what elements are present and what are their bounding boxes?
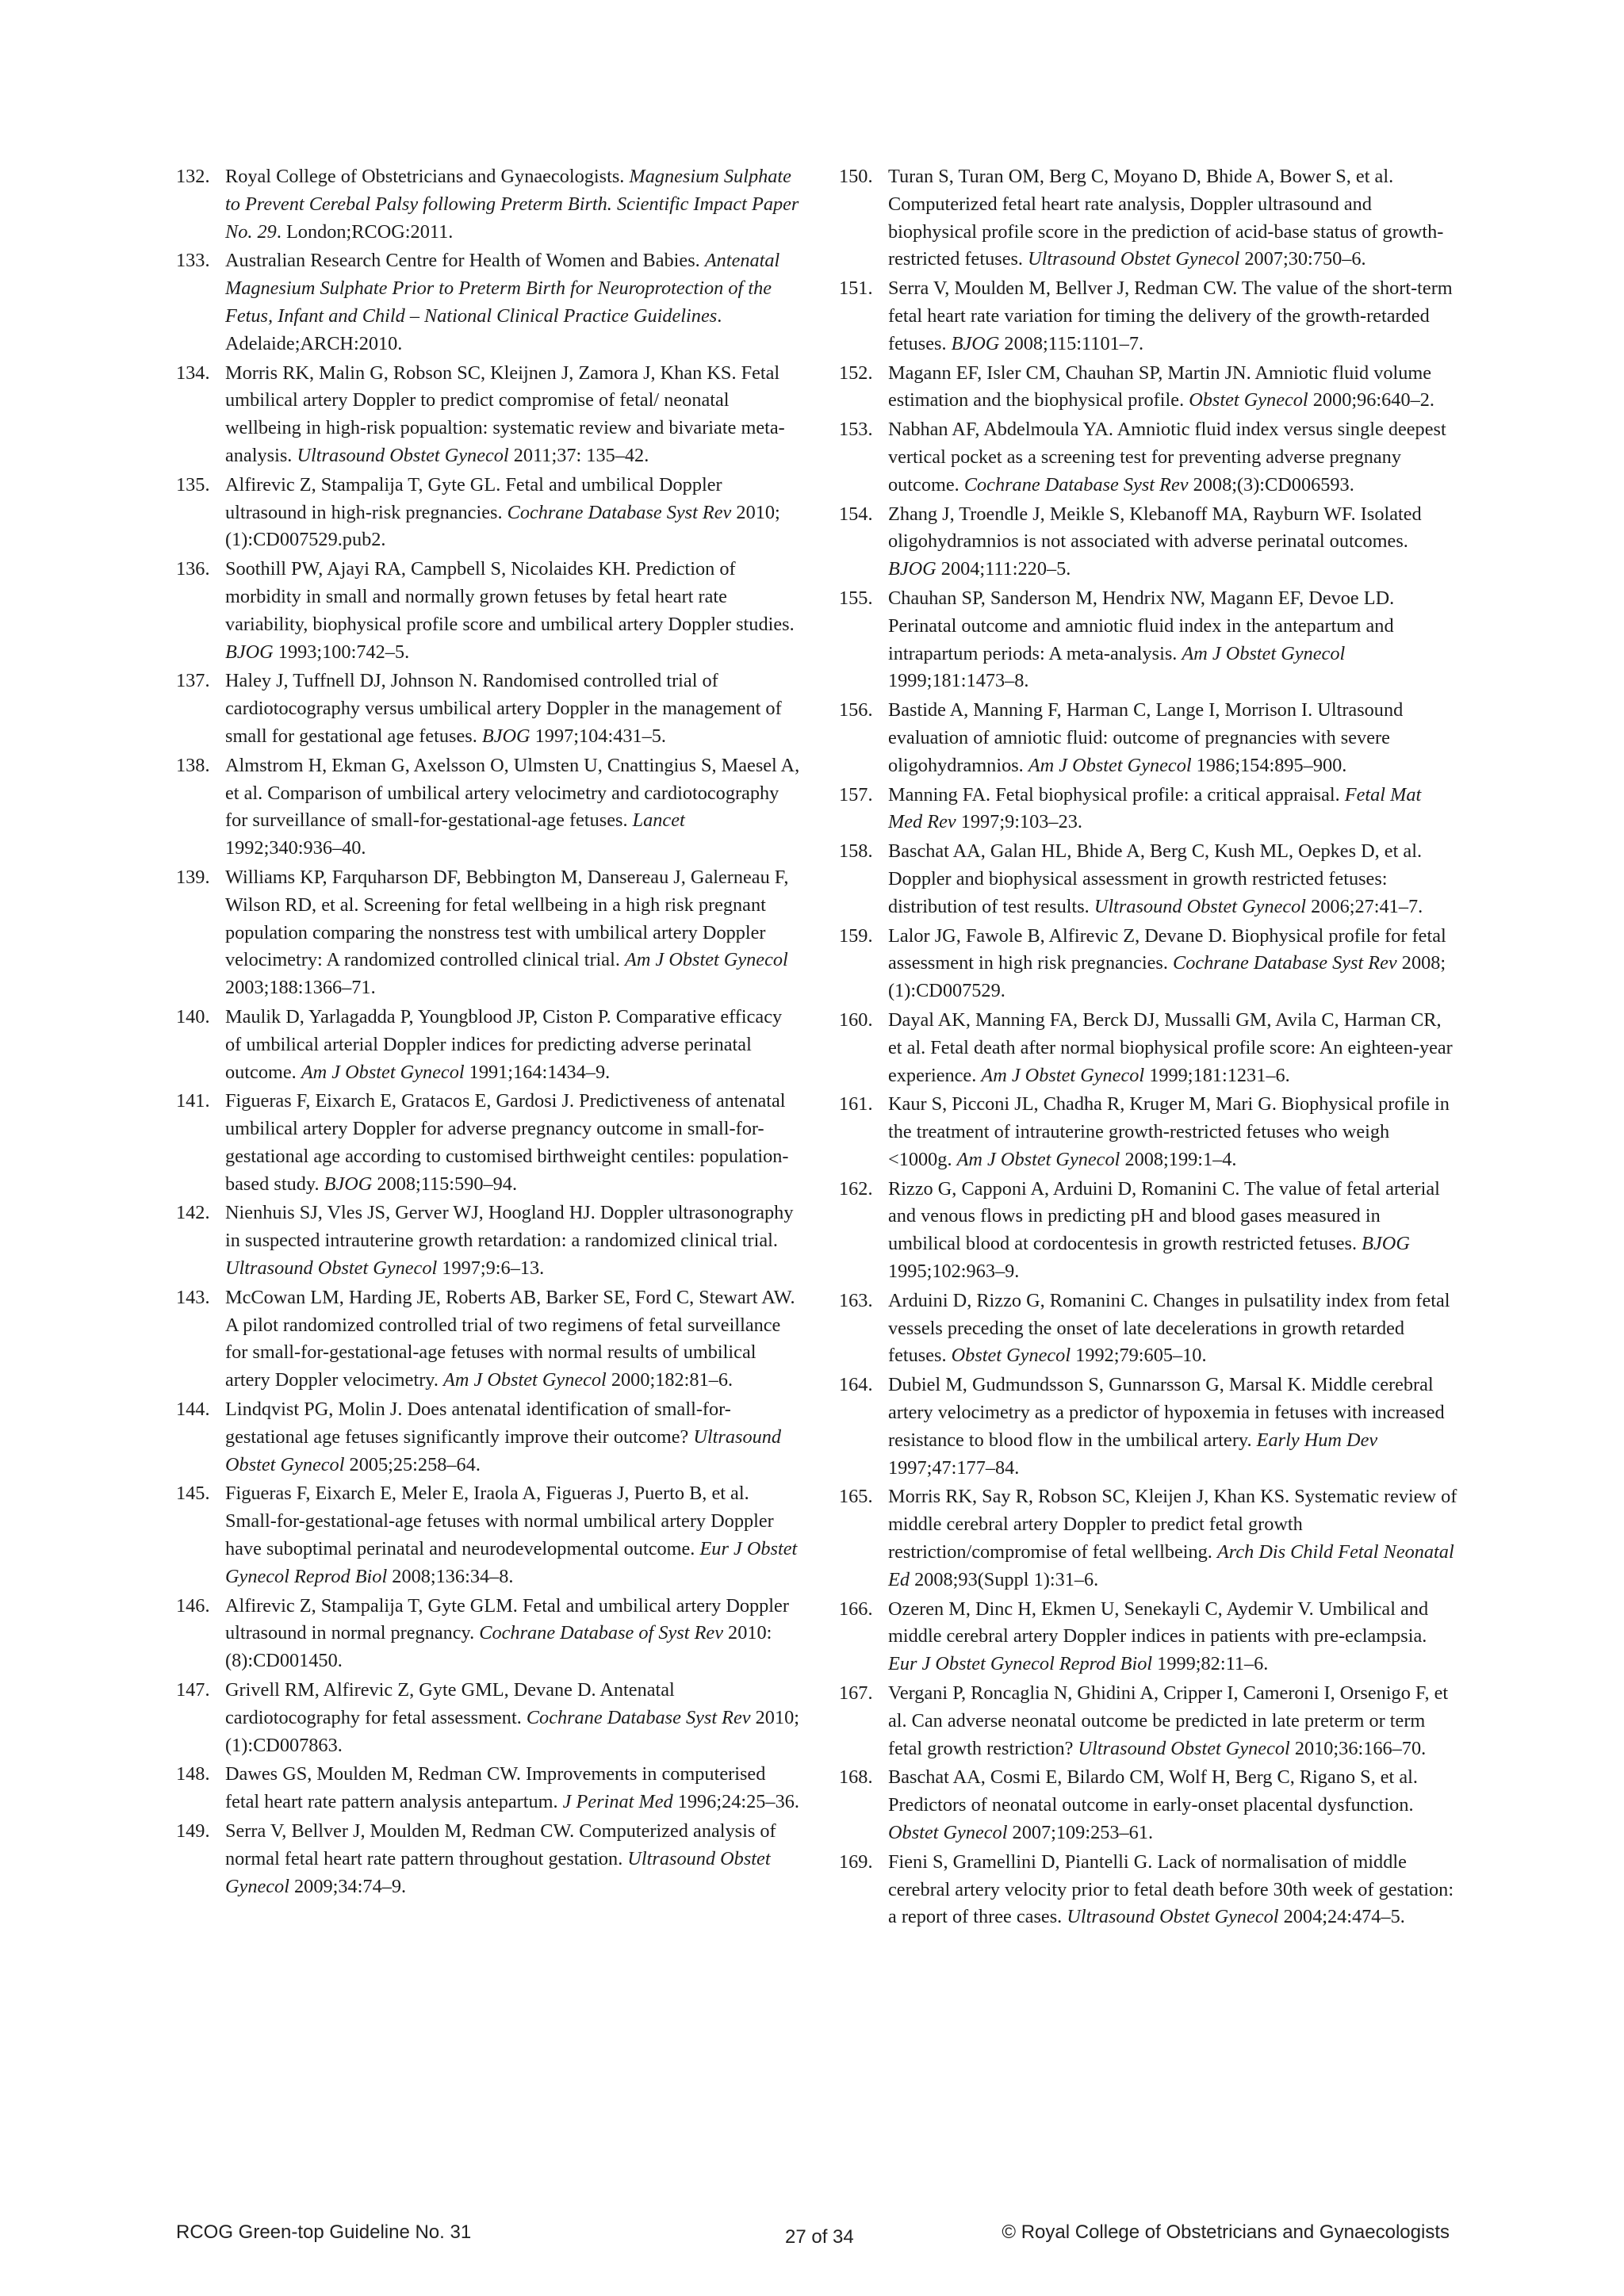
reference-segment: Lalor JG, Fawole B, Alfirevic Z, Devane D. Biophysical profile for fetal assessment in high risk pregnancies. — [888, 924, 1446, 974]
reference-text — [225, 360, 802, 470]
reference-item — [176, 1761, 802, 1816]
reference-item — [839, 923, 1457, 1005]
reference-segment: 2010:(8):CD001450. — [225, 1622, 772, 1672]
reference-text — [888, 1091, 1457, 1173]
reference-text — [888, 275, 1457, 358]
reference-item — [839, 1849, 1457, 1931]
reference-number: 148. — [176, 1763, 210, 1785]
reference-item — [176, 163, 802, 246]
reference-segment: 1995;102:963–9. — [888, 1261, 1020, 1283]
reference-text — [225, 1284, 802, 1395]
reference-segment: Chauhan SP, Sanderson M, Hendrix NW, Magann EF, Devoe LD. Perinatal outcome and amniotic fluid index in the antepartum and intrapartum periods: A meta-analysis. — [888, 587, 1395, 664]
reference-journal: Am J Obstet Gynecol — [443, 1369, 607, 1391]
reference-item — [176, 1677, 802, 1759]
reference-segment: Australian Research Centre for Health of Women and Babies. — [225, 250, 705, 272]
reference-segment: 1997;104:431–5. — [530, 725, 667, 747]
reference-segment: Serra V, Bellver J, Moulden M, Redman CW. Computerized analysis of normal fetal heart rate pattern throughout gestation. — [225, 1820, 776, 1869]
reference-number: 164. — [839, 1374, 873, 1396]
reference-text — [225, 864, 802, 1002]
reference-item — [839, 416, 1457, 499]
reference-item — [176, 247, 802, 358]
reference-item — [839, 360, 1457, 415]
reference-segment: 2011;37: 135–42. — [508, 444, 649, 466]
reference-segment: 2010;(1):CD007529.pub2. — [225, 501, 780, 551]
reference-text — [225, 1480, 802, 1590]
reference-segment: 2008;115:590–94. — [372, 1173, 518, 1195]
reference-number: 141. — [176, 1090, 210, 1112]
reference-text — [225, 556, 802, 666]
references-left-column — [176, 163, 802, 1902]
reference-text — [888, 416, 1457, 499]
reference-segment: 2000;182:81–6. — [606, 1369, 733, 1391]
reference-number: 155. — [839, 587, 873, 609]
reference-number: 139. — [176, 866, 210, 888]
reference-text — [225, 247, 802, 358]
reference-journal: BJOG — [481, 725, 530, 747]
reference-text — [225, 1396, 802, 1479]
reference-segment: 2010;36:166–70. — [1289, 1737, 1427, 1759]
reference-text — [888, 1007, 1457, 1089]
reference-text — [888, 1483, 1457, 1594]
reference-item — [176, 1088, 802, 1198]
reference-segment: 1999;82:11–6. — [1152, 1653, 1269, 1675]
reference-segment: Alfirevic Z, Stampalija T, Gyte GL. Fetal and umbilical Doppler ultrasound in high-risk pregnancies. — [225, 473, 722, 523]
reference-segment: 1986;154:895–900. — [1191, 754, 1347, 776]
reference-item — [839, 1091, 1457, 1173]
reference-item — [839, 163, 1457, 274]
reference-item — [839, 1764, 1457, 1846]
reference-journal: Ultrasound Obstet Gynecol — [225, 1425, 782, 1475]
reference-segment: 1992;79:605–10. — [1071, 1345, 1207, 1367]
reference-segment: Soothill PW, Ajayi RA, Campbell S, Nicolaides KH. Prediction of morbidity in small and normally grown fetuses by fetal heart rate variability, biophysical profile score and umbilical artery Doppler studies. — [225, 558, 795, 635]
reference-segment: 2008;136:34–8. — [387, 1565, 514, 1587]
reference-number: 161. — [839, 1093, 873, 1115]
reference-segment: 2007;109:253–61. — [1007, 1822, 1154, 1844]
reference-segment: 2005;25:258–64. — [344, 1453, 481, 1475]
reference-journal: J Perinat Med — [562, 1791, 673, 1813]
reference-journal: Cochrane Database Syst Rev — [1172, 952, 1397, 974]
reference-number: 154. — [839, 503, 873, 525]
reference-item — [839, 1288, 1457, 1370]
reference-segment: Morris RK, Say R, Robson SC, Kleijen J, Khan KS. Systematic review of middle cerebral artery Doppler to predict fetal growth restriction/compromise of fetal wellbeing. — [888, 1486, 1457, 1563]
reference-number: 153. — [839, 419, 873, 441]
reference-item — [839, 697, 1457, 779]
reference-text — [225, 1004, 802, 1086]
reference-item — [176, 1593, 802, 1675]
reference-segment: 2003;188:1366–71. — [225, 977, 376, 999]
reference-item — [176, 472, 802, 554]
reference-journal: Ultrasound Obstet Gynecol — [297, 444, 509, 466]
reference-number: 168. — [839, 1766, 873, 1789]
reference-segment: Royal College of Obstetricians and Gynaecologists. — [225, 166, 630, 187]
reference-text — [888, 838, 1457, 920]
reference-item — [176, 752, 802, 863]
reference-number: 163. — [839, 1289, 873, 1311]
reference-journal: Am J Obstet Gynecol — [981, 1064, 1145, 1086]
reference-number: 159. — [839, 924, 873, 947]
reference-text — [888, 1288, 1457, 1370]
reference-number: 160. — [839, 1008, 873, 1031]
reference-number: 152. — [839, 362, 873, 384]
reference-segment: 2004;111:220–5. — [936, 558, 1071, 580]
reference-journal: Eur J Obstet Gynecol Reprod Biol — [225, 1538, 798, 1587]
reference-segment: McCowan LM, Harding JE, Roberts AB, Barker SE, Ford C, Stewart AW. A pilot randomized controlled trial of two regimens of fetal surveillance for small-for-gestational-age fetuses with normal results of umbilical artery Doppler velocimetry. — [225, 1286, 795, 1391]
footer-guideline-title: RCOG Green-top Guideline No. 31 — [176, 2221, 472, 2243]
footer-page-number: 27 of 34 — [785, 2226, 854, 2248]
reference-journal: Obstet Gynecol — [888, 1822, 1008, 1844]
reference-journal: BJOG — [1362, 1233, 1410, 1255]
reference-number: 157. — [839, 783, 873, 806]
reference-text — [888, 1680, 1457, 1762]
reference-segment: Rizzo G, Capponi A, Arduini D, Romanini C. The value of fetal arterial and venous flows in predicting pH and blood gases measured in umbilical blood at cordocentesis in growth restricted fetuses. — [888, 1177, 1440, 1255]
reference-number: 166. — [839, 1598, 873, 1620]
reference-journal: Obstet Gynecol — [1189, 389, 1308, 411]
reference-journal: Am J Obstet Gynecol — [956, 1148, 1120, 1170]
reference-text — [888, 923, 1457, 1005]
reference-segment: Nabhan AF, Abdelmoula YA. Amniotic fluid index versus single deepest vertical pocket as a screening test for preventing adverse pregnany outcome. — [888, 419, 1446, 496]
reference-segment: . Adelaide;ARCH:2010. — [225, 304, 722, 354]
reference-segment: Morris RK, Malin G, Robson SC, Kleijnen J, Zamora J, Khan KS. Fetal umbilical artery Doppler to predict compromise of fetal/ neonatal wellbeing in high-risk popualtion: systematic review and bivariate meta-analysis. — [225, 362, 785, 466]
page-footer — [0, 2221, 1624, 2253]
reference-segment: 1991;164:1434–9. — [464, 1061, 611, 1083]
reference-segment: Serra V, Moulden M, Bellver J, Redman CW. The value of the short-term fetal heart rate variation for timing the delivery of the growth-retarded fetuses. — [888, 277, 1453, 354]
reference-number: 138. — [176, 754, 210, 776]
reference-journal: Arch Dis Child Fetal Neonatal Ed — [888, 1541, 1454, 1590]
reference-segment: Dubiel M, Gudmundsson S, Gunnarsson G, Marsal K. Middle cerebral artery velocimetry as a predictor of hypoxemia in fetuses with increased resistance to blood flow in the umbilical artery. — [888, 1374, 1445, 1451]
reference-journal: Am J Obstet Gynecol — [1028, 754, 1192, 776]
reference-journal: Lancet — [632, 809, 685, 832]
reference-item — [839, 1176, 1457, 1286]
reference-segment: 2008;(3):CD006593. — [1188, 473, 1354, 496]
reference-journal: Cochrane Database Syst Rev — [526, 1706, 751, 1728]
reference-item — [839, 585, 1457, 695]
reference-number: 135. — [176, 473, 210, 496]
reference-journal: Early Hum Dev — [1256, 1429, 1378, 1451]
reference-journal: BJOG — [888, 558, 936, 580]
reference-segment: Bastide A, Manning F, Harman C, Lange I, Morrison I. Ultrasound evaluation of amniotic fluid: outcome of pregnancies with severe oligohydramnios. — [888, 699, 1404, 776]
reference-text — [225, 1677, 802, 1759]
reference-journal: Am J Obstet Gynecol — [1182, 642, 1346, 664]
reference-item — [839, 1680, 1457, 1762]
reference-journal: Ultrasound Obstet Gynecol — [1094, 895, 1307, 917]
reference-segment: Magann EF, Isler CM, Chauhan SP, Martin JN. Amniotic fluid volume estimation and the biophysical profile. — [888, 362, 1432, 411]
reference-text — [888, 585, 1457, 695]
reference-segment: . London;RCOG:2011. — [276, 220, 454, 243]
reference-text — [225, 1593, 802, 1675]
reference-segment: 2008;93(Suppl 1):31–6. — [910, 1568, 1099, 1590]
references-right-column — [839, 163, 1457, 1933]
reference-item — [176, 1480, 802, 1590]
reference-number: 137. — [176, 670, 210, 692]
reference-segment: Lindqvist PG, Molin J. Does antenatal identification of small-for-gestational age fetuses significantly improve their outcome? — [225, 1399, 731, 1448]
reference-number: 134. — [176, 362, 210, 384]
reference-item — [839, 1007, 1457, 1089]
reference-journal: Ultrasound Obstet Gynecol — [1028, 248, 1240, 270]
reference-segment: Manning FA. Fetal biophysical profile: a critical appraisal. — [888, 783, 1345, 806]
reference-number: 151. — [839, 277, 873, 300]
reference-text — [888, 1176, 1457, 1286]
reference-segment: Kaur S, Picconi JL, Chadha R, Kruger M, Mari G. Biophysical profile in the treatment of intrauterine growth-restricted fetuses who weigh <1000g. — [888, 1093, 1450, 1170]
reference-text — [888, 697, 1457, 779]
reference-segment: 2006;27:41–7. — [1306, 895, 1423, 917]
reference-segment: Nienhuis SJ, Vles JS, Gerver WJ, Hoogland HJ. Doppler ultrasonography in suspected intrauterine growth retardation: a randomized clinical trial. — [225, 1202, 794, 1252]
reference-item — [176, 1004, 802, 1086]
reference-segment: Dayal AK, Manning FA, Berck DJ, Mussalli GM, Avila C, Harman CR, et al. Fetal death after normal biophysical profile score: An eighteen-year experience. — [888, 1008, 1453, 1086]
reference-segment: Dawes GS, Moulden M, Redman CW. Improvements in computerised fetal heart rate pattern analysis antepartum. — [225, 1763, 766, 1813]
reference-number: 145. — [176, 1483, 210, 1505]
reference-item — [839, 1372, 1457, 1482]
reference-item — [839, 838, 1457, 920]
reference-journal: Am J Obstet Gynecol — [625, 949, 788, 971]
reference-number: 147. — [176, 1679, 210, 1701]
reference-number: 132. — [176, 166, 210, 187]
reference-number: 146. — [176, 1594, 210, 1617]
reference-item — [176, 360, 802, 470]
reference-text — [888, 163, 1457, 274]
reference-segment: 1996;24:25–36. — [672, 1791, 799, 1813]
reference-segment: Figueras F, Eixarch E, Gratacos E, Gardosi J. Predictiveness of antenatal umbilical artery Doppler for adverse pregnancy outcome in small-for-gestational age according to customised birthweight centiles: population-based study. — [225, 1090, 789, 1195]
reference-item — [839, 1483, 1457, 1594]
reference-segment: Haley J, Tuffnell DJ, Johnson N. Randomised controlled trial of cardiotocography versus umbilical artery Doppler in the management of small for gestational age fetuses. — [225, 670, 782, 747]
reference-segment: 2010;(1):CD007863. — [225, 1706, 799, 1756]
reference-segment: Fieni S, Gramellini D, Piantelli G. Lack of normalisation of middle cerebral artery velocity prior to fetal death before 30th week of gestation: a report of three cases. — [888, 1850, 1454, 1928]
reference-segment: Williams KP, Farquharson DF, Bebbington M, Dansereau J, Galerneau F, Wilson RD, et al. Screening for fetal wellbeing in a high risk pregnant population comparing the nonstress test with umbilical artery Doppler velocimetry: A randomized controlled clinical trial. — [225, 866, 789, 971]
reference-text — [888, 1372, 1457, 1482]
reference-item — [839, 275, 1457, 358]
reference-text — [888, 1764, 1457, 1846]
reference-number: 156. — [839, 699, 873, 721]
reference-number: 162. — [839, 1177, 873, 1200]
reference-text — [225, 752, 802, 863]
reference-item — [176, 1818, 802, 1900]
reference-journal: Cochrane Database Syst Rev — [963, 473, 1189, 496]
reference-item — [176, 668, 802, 750]
reference-segment: 2004;24:474–5. — [1278, 1906, 1405, 1928]
reference-journal: Magnesium Sulphate to Prevent Cerebal Palsy following Preterm Birth. Scientific Impact Paper No. 29 — [225, 166, 799, 243]
reference-journal: Ultrasound Obstet Gynecol — [1067, 1906, 1279, 1928]
reference-item — [176, 1200, 802, 1282]
reference-segment: Turan S, Turan OM, Berg C, Moyano D, Bhide A, Bower S, et al. Computerized fetal heart rate analysis, Doppler ultrasound and biophysical profile score in the prediction of acid-base status of growth-restricted fetuses. — [888, 166, 1444, 270]
reference-number: 165. — [839, 1486, 873, 1508]
reference-journal: BJOG — [225, 641, 274, 663]
reference-segment: 2007;30:750–6. — [1239, 248, 1366, 270]
reference-text — [888, 501, 1457, 584]
reference-number: 144. — [176, 1399, 210, 1421]
reference-journal: Ultrasound Obstet Gynecol — [1078, 1737, 1290, 1759]
footer-copyright: © Royal College of Obstetricians and Gynaecologists — [1002, 2221, 1450, 2243]
reference-number: 150. — [839, 166, 873, 187]
reference-segment: Ozeren M, Dinc H, Ekmen U, Senekayli C, Aydemir V. Umbilical and middle cerebral artery Doppler indices in patients with pre-eclampsia. — [888, 1598, 1429, 1647]
reference-segment: 1999;181:1231–6. — [1144, 1064, 1290, 1086]
reference-journal: Cochrane Database of Syst Rev — [479, 1622, 723, 1644]
reference-text — [225, 1200, 802, 1282]
reference-segment: Grivell RM, Alfirevic Z, Gyte GML, Devane D. Antenatal cardiotocography for fetal assessment. — [225, 1679, 675, 1728]
reference-segment: Arduini D, Rizzo G, Romanini C. Changes in pulsatility index from fetal vessels preceding the onset of late decelerations in growth retarded fetuses. — [888, 1289, 1450, 1367]
reference-text — [888, 1849, 1457, 1931]
reference-segment: 2008;115:1101–7. — [999, 332, 1144, 354]
reference-journal: Ultrasound Obstet Gynecol — [225, 1257, 438, 1280]
reference-number: 136. — [176, 558, 210, 580]
reference-segment: Alfirevic Z, Stampalija T, Gyte GLM. Fetal and umbilical artery Doppler ultrasound in normal pregnancy. — [225, 1594, 789, 1644]
reference-item — [176, 864, 802, 1002]
reference-journal: Antenatal Magnesium Sulphate Prior to Preterm Birth for Neuroprotection of the Fetus, Infant and Child – National Clinical Practice Guidelines — [225, 250, 780, 327]
reference-item — [839, 1596, 1457, 1678]
reference-segment: 1999;181:1473–8. — [888, 670, 1029, 692]
reference-journal: Am J Obstet Gynecol — [301, 1061, 465, 1083]
reference-number: 142. — [176, 1202, 210, 1224]
reference-number: 133. — [176, 250, 210, 272]
reference-item — [839, 782, 1457, 837]
reference-journal: BJOG — [951, 332, 1000, 354]
reference-segment: Figueras F, Eixarch E, Meler E, Iraola A, Figueras J, Puerto B, et al. Small-for-gestational-age fetuses with normal umbilical artery Doppler have suboptimal perinatal and neurodevelopmental outcome. — [225, 1483, 774, 1560]
reference-segment: Baschat AA, Galan HL, Bhide A, Berg C, Kush ML, Oepkes D, et al. Doppler and biophysical assessment in growth restricted fetuses: distribution of test results. — [888, 840, 1423, 917]
reference-segment: 2009;34:74–9. — [289, 1875, 407, 1897]
reference-number: 158. — [839, 840, 873, 863]
reference-number: 140. — [176, 1005, 210, 1027]
reference-segment: Maulik D, Yarlagadda P, Youngblood JP, Ciston P. Comparative efficacy of umbilical arterial Doppler indices for predicting adverse perinatal outcome. — [225, 1005, 783, 1083]
reference-text — [225, 668, 802, 750]
reference-text — [888, 1596, 1457, 1678]
reference-segment: 1992;340:936–40. — [225, 837, 366, 859]
reference-journal: BJOG — [324, 1173, 373, 1195]
reference-text — [888, 782, 1457, 837]
reference-number: 143. — [176, 1286, 210, 1308]
reference-number: 149. — [176, 1820, 210, 1843]
reference-segment: Almstrom H, Ekman G, Axelsson O, Ulmsten U, Cnattingius S, Maesel A, et al. Comparison of umbilical artery velocimetry and cardiotocography for surveillance of small-for-gestational-age fetuses. — [225, 754, 800, 832]
reference-segment: 1997;9:6–13. — [437, 1257, 545, 1280]
reference-journal: Cochrane Database Syst Rev — [507, 501, 732, 523]
reference-text — [888, 360, 1457, 415]
reference-text — [225, 472, 802, 554]
reference-segment: 2008;(1):CD007529. — [888, 952, 1446, 1002]
reference-segment: 1997;47:177–84. — [888, 1456, 1020, 1479]
reference-journal: Eur J Obstet Gynecol Reprod Biol — [888, 1653, 1153, 1675]
reference-journal: Obstet Gynecol — [951, 1345, 1071, 1367]
reference-segment: Zhang J, Troendle J, Meikle S, Klebanoff MA, Rayburn WF. Isolated oligohydramnios is not associated with adverse perinatal outcomes. — [888, 503, 1422, 553]
reference-segment: 2000;96:640–2. — [1308, 389, 1434, 411]
reference-item — [839, 501, 1457, 584]
reference-text — [225, 1088, 802, 1198]
reference-text — [225, 1761, 802, 1816]
reference-segment: 1997;9:103–23. — [956, 811, 1082, 833]
reference-segment: Baschat AA, Cosmi E, Bilardo CM, Wolf H, Berg C, Rigano S, et al. Predictors of neonatal outcome in early-onset placental dysfunction. — [888, 1766, 1418, 1816]
reference-segment: 2008;199:1–4. — [1120, 1148, 1237, 1170]
reference-item — [176, 556, 802, 666]
reference-number: 169. — [839, 1850, 873, 1873]
reference-text — [225, 163, 802, 246]
reference-segment: Vergani P, Roncaglia N, Ghidini A, Cripper I, Cameroni I, Orsenigo F, et al. Can adverse neonatal outcome be predicted in late preterm or term fetal growth restriction? — [888, 1682, 1449, 1759]
reference-journal: Ultrasound Obstet Gynecol — [225, 1847, 771, 1897]
reference-text — [225, 1818, 802, 1900]
reference-number: 167. — [839, 1682, 873, 1705]
reference-journal: Fetal Mat Med Rev — [888, 783, 1422, 833]
reference-segment: 1993;100:742–5. — [273, 641, 410, 663]
reference-item — [176, 1284, 802, 1395]
reference-item — [176, 1396, 802, 1479]
